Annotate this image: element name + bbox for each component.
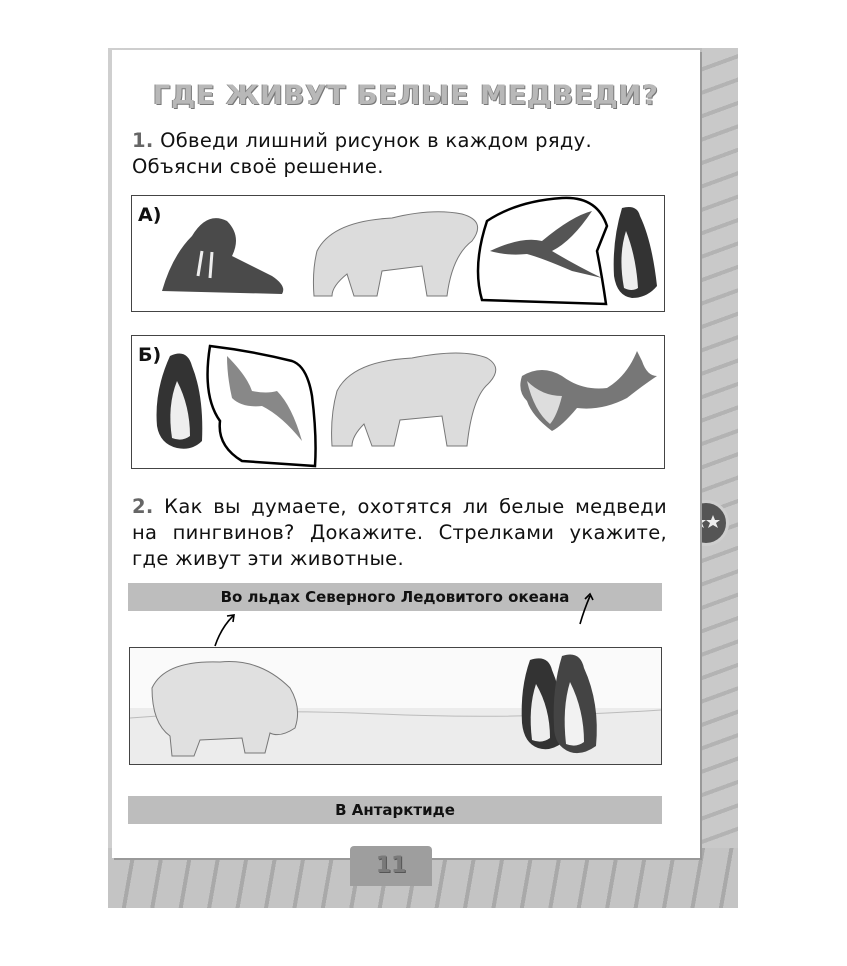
habitat-scene xyxy=(129,647,662,765)
row-b-label: Б) xyxy=(138,344,162,366)
seal-icon xyxy=(520,351,657,431)
polar-bear-icon xyxy=(332,353,496,446)
workbook-page xyxy=(112,50,700,878)
page-title: ГДЕ ЖИВУТ БЕЛЫЕ МЕДВЕДИ? xyxy=(153,80,659,111)
task-1-text: Обведи лишний рисунок в каждом ряду. Объясни своё решение. xyxy=(132,129,592,178)
penguin-icon xyxy=(157,354,203,449)
arrow-up-left-icon xyxy=(207,610,247,650)
walrus-icon xyxy=(162,218,283,294)
task-2-number: 2. xyxy=(132,495,154,518)
page-number: 11 xyxy=(350,846,432,886)
penguins-icon xyxy=(522,655,597,754)
band-north-label: Во льдах Северного Ледовитого океана xyxy=(128,583,662,611)
bird-icon xyxy=(208,346,316,466)
row-a-pictures xyxy=(132,196,664,311)
task-2-text: Как вы думаете, охотятся ли белые медведи на пингвинов? Докажите. Стрелками укажите, где живут эти животные. xyxy=(132,495,668,570)
task-2 xyxy=(132,494,667,572)
albatross-icon xyxy=(478,198,607,304)
habitat-scene-picture xyxy=(130,648,661,764)
band-south-label: В Антарктиде xyxy=(128,796,662,824)
penguin-icon xyxy=(614,207,657,298)
picture-row-b xyxy=(131,335,665,469)
page-edge-decoration xyxy=(702,48,738,908)
picture-row-a xyxy=(131,195,665,312)
arrow-up-right-icon xyxy=(570,590,600,630)
polar-bear-icon xyxy=(313,212,477,296)
task-1-number: 1. xyxy=(132,129,154,152)
row-b-pictures xyxy=(132,336,664,468)
task-1 xyxy=(132,128,667,180)
row-a-label: А) xyxy=(138,204,162,226)
